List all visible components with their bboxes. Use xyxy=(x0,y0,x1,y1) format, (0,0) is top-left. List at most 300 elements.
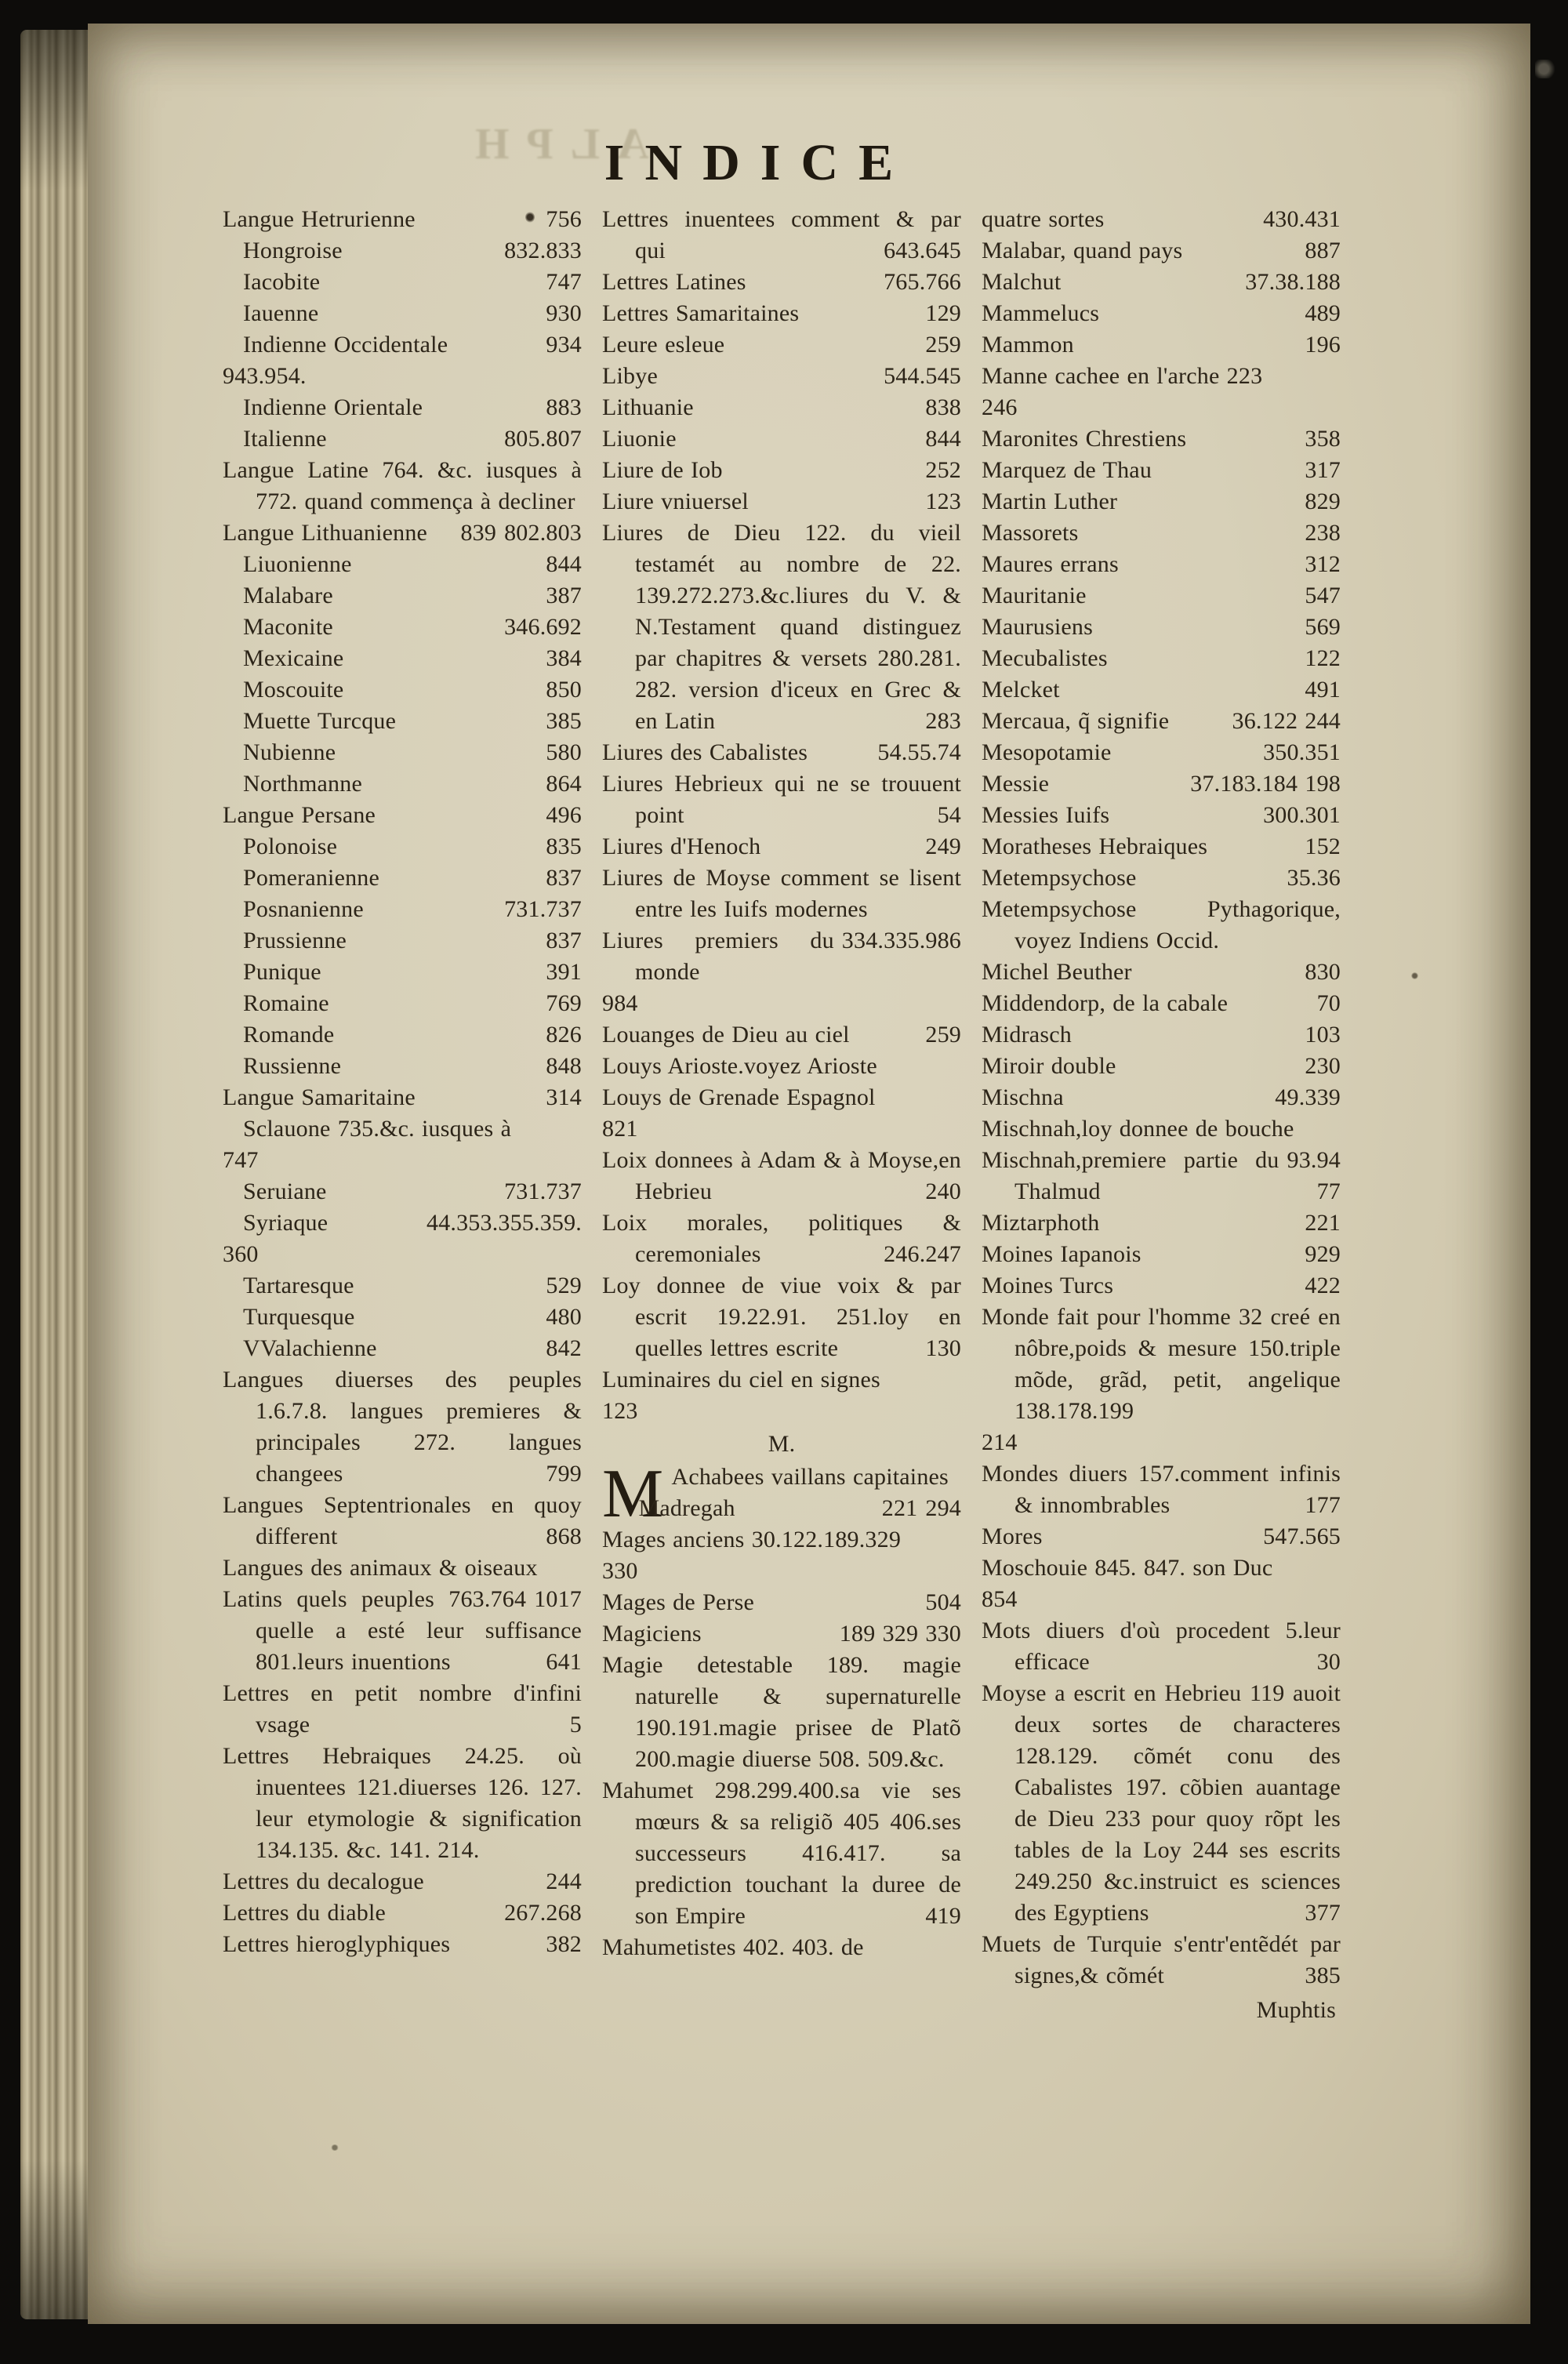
index-entry xyxy=(982,549,1341,580)
index-entry xyxy=(602,988,961,1019)
index-entry xyxy=(243,1113,582,1145)
entry-text: 246 xyxy=(982,394,1018,420)
ink-speck xyxy=(1411,972,1418,979)
page-number: 77 xyxy=(1316,1178,1341,1204)
entry-text: Metempsychose Pythagorique, voyez Indiens Occid. xyxy=(982,896,1341,953)
page-number: 496 xyxy=(546,802,582,828)
index-entry xyxy=(602,1556,961,1587)
index-entry xyxy=(982,674,1341,706)
entry-text: Mecubalistes xyxy=(982,645,1108,671)
page-number: 35.36 xyxy=(1287,865,1341,891)
entry-text: Punique xyxy=(243,959,321,985)
index-entry xyxy=(982,517,1341,549)
page-number: 221 xyxy=(881,1495,918,1521)
index-entry xyxy=(982,1082,1341,1113)
index-entry xyxy=(982,235,1341,267)
entry-text: Monde fait pour l'homme 32 creé en nôbre,poids & mesure 150.triple mõde, grãd, petit, angelique 138.178.199 xyxy=(982,1304,1341,1424)
entry-text: Magiciens xyxy=(602,1621,702,1647)
entry-text: 943.954. xyxy=(223,363,307,389)
index-entry xyxy=(982,768,1341,800)
entry-text: Langue Lithuanienne xyxy=(223,520,428,546)
entry-text: Magie detestable 189. magie naturelle & supernaturelle 190.191.magie prisee de Platõ 200.magie diuerse 508. 509.&c. xyxy=(602,1652,961,1772)
index-text-block xyxy=(223,111,1342,2026)
entry-text: Maurusiens xyxy=(982,614,1093,640)
index-entry xyxy=(223,1866,582,1897)
entry-text: Mischnah,loy donnee de bouche xyxy=(982,1116,1294,1142)
page-number: 283 xyxy=(925,708,961,734)
index-entry xyxy=(982,706,1341,737)
page-number: 731.737 xyxy=(504,1178,582,1204)
entry-text: Moscouite xyxy=(243,677,344,703)
index-entry xyxy=(223,361,582,392)
page-number: 196 xyxy=(1305,332,1341,358)
index-entry xyxy=(982,737,1341,768)
entry-text: Liures de Moyse comment se lisent entre les Iuifs modernes xyxy=(602,865,961,922)
index-entry xyxy=(982,204,1341,235)
index-column-3 xyxy=(982,204,1341,2026)
entry-text: Moyse a escrit en Hebrieu 119 auoit deux sortes de characteres 128.129. cõmét conu des Cabalistes 197. cõbien auantage de Dieu 233 pour quoy rõpt les tables de la Loy 244 ses escrits 249.250 &c.instruict es sciences des Egyptiens xyxy=(982,1680,1341,1926)
entry-text: VValachienne xyxy=(243,1335,377,1361)
title-row xyxy=(223,111,1342,193)
index-entry xyxy=(602,768,961,831)
index-entry xyxy=(982,329,1341,361)
index-entry xyxy=(982,957,1341,988)
page-number: 37.183.184 198 xyxy=(1190,771,1341,797)
page-number: 294 xyxy=(925,1495,961,1521)
entry-text: Malabar, quand pays xyxy=(982,238,1183,263)
page-number: 130 xyxy=(925,1335,961,1361)
entry-text: Libye xyxy=(602,363,658,389)
entry-text: Italienne xyxy=(243,426,327,452)
index-entry xyxy=(982,455,1341,486)
page-number: 832.833 xyxy=(504,238,582,263)
entry-text: Lettres du diable xyxy=(223,1900,386,1926)
entry-text: Mauritanie xyxy=(982,583,1087,608)
index-entry xyxy=(982,862,1341,894)
page-number: 246.247 xyxy=(884,1241,961,1267)
index-entry xyxy=(982,1929,1341,1992)
entry-text: Seruiane xyxy=(243,1178,327,1204)
index-entry xyxy=(602,329,961,361)
page-number: 230 xyxy=(1305,1053,1341,1079)
page-number: 830 xyxy=(1305,959,1341,985)
page-number: 829 xyxy=(1305,488,1341,514)
index-entry xyxy=(982,392,1341,423)
page-number: 838 xyxy=(925,394,961,420)
entry-text: Lettres inuentees comment & par qui xyxy=(602,206,961,263)
page-number: 765.766 xyxy=(884,269,961,295)
page-number: 844 xyxy=(925,426,961,452)
page-number: 177 xyxy=(1305,1492,1341,1518)
entry-text: Romande xyxy=(243,1022,335,1048)
index-entry xyxy=(982,1302,1341,1427)
index-entry xyxy=(602,831,961,862)
page-number: 300.301 xyxy=(1263,802,1341,828)
entry-text: Liures des Cabalistes xyxy=(602,739,808,765)
index-entry xyxy=(982,612,1341,643)
page-number: 30 xyxy=(1316,1649,1341,1675)
index-entry xyxy=(602,267,961,298)
entry-text: Maconite xyxy=(243,614,333,640)
page-number: 240 xyxy=(925,1178,961,1204)
page-number: 835 xyxy=(546,833,582,859)
page-number: 5 xyxy=(569,1712,582,1738)
page-number: 547.565 xyxy=(1263,1523,1341,1549)
page-number: 36.122 244 xyxy=(1232,708,1341,734)
entry-text: Moines Iapanois xyxy=(982,1241,1142,1267)
index-entry xyxy=(982,1584,1341,1615)
index-entry xyxy=(602,455,961,486)
index-entry xyxy=(223,1897,582,1929)
entry-text: Madregah xyxy=(638,1495,735,1521)
index-column-2 xyxy=(602,204,961,2026)
entry-text: Lettres hieroglyphiques xyxy=(223,1931,451,1957)
entry-text: Miztarphoth xyxy=(982,1210,1100,1236)
index-entry xyxy=(602,737,961,768)
index-entry xyxy=(982,267,1341,298)
index-entry xyxy=(982,1521,1341,1552)
index-entry xyxy=(223,1364,582,1490)
page-number: 842 xyxy=(546,1335,582,1361)
entry-text: Loix morales, politiques & ceremoniales xyxy=(602,1210,961,1267)
page-number: 580 xyxy=(546,739,582,765)
entry-text: Liures premiers du monde xyxy=(602,928,834,985)
entry-text: Nubienne xyxy=(243,739,336,765)
page-number: 805.807 xyxy=(504,426,582,452)
page-number: 883 xyxy=(546,394,582,420)
entry-text: Leure esleue xyxy=(602,332,725,358)
entry-text: Indienne Occidentale xyxy=(243,332,448,358)
page-number: 377 xyxy=(1305,1900,1341,1926)
page-number: 864 xyxy=(546,771,582,797)
index-entry xyxy=(602,423,961,455)
index-entry xyxy=(982,423,1341,455)
entry-text: Massorets xyxy=(982,520,1079,546)
index-entry xyxy=(982,361,1341,392)
index-entry xyxy=(602,298,961,329)
entry-text: quatre sortes xyxy=(982,206,1105,232)
index-entry xyxy=(243,862,582,894)
index-entry xyxy=(982,800,1341,831)
entry-text: Lithuanie xyxy=(602,394,694,420)
entry-text: M. xyxy=(768,1431,796,1457)
entry-text: Lettres Latines xyxy=(602,269,746,295)
entry-text: Marquez de Thau xyxy=(982,457,1152,483)
entry-text: Achabees vaillans capitaines xyxy=(671,1464,949,1490)
entry-text: Romaine xyxy=(243,990,329,1016)
entry-text: Prussienne xyxy=(243,928,347,953)
page-number: 826 xyxy=(546,1022,582,1048)
page-number: 382 xyxy=(546,1931,582,1957)
index-entry xyxy=(243,267,582,298)
page-number: 934 xyxy=(546,332,582,358)
entry-text: Muphtis xyxy=(1256,1997,1336,2023)
index-entry xyxy=(602,486,961,517)
entry-text: Liure de Iob xyxy=(602,457,723,483)
entry-text: 854 xyxy=(982,1586,1018,1612)
entry-text: Mahumet 298.299.400.sa vie ses mœurs & sa religiõ 405 406.ses successeurs 416.417. sa prediction touchant la duree de son Empire xyxy=(602,1778,961,1929)
index-entry xyxy=(223,1741,582,1866)
page-number: 643.645 xyxy=(884,238,961,263)
index-entry xyxy=(982,1615,1341,1678)
entry-text: Posnanienne xyxy=(243,896,364,922)
index-entry xyxy=(223,1239,582,1270)
index-entry xyxy=(223,1552,582,1612)
entry-text: Miroir double xyxy=(982,1053,1116,1079)
index-entry xyxy=(602,1113,961,1145)
page-number: 259 xyxy=(925,332,961,358)
index-entry xyxy=(602,1587,961,1618)
page-number: 385 xyxy=(546,708,582,734)
page-number: 839 xyxy=(460,520,497,546)
entry-text: Maronites Chrestiens xyxy=(982,426,1187,452)
index-entry xyxy=(602,1270,961,1364)
page-number: 129 xyxy=(925,300,961,326)
entry-text: Sclauone 735.&c. iusques à xyxy=(243,1116,512,1142)
index-entry xyxy=(243,768,582,800)
page-number: 929 xyxy=(1305,1241,1341,1267)
entry-text: Lettres Samaritaines xyxy=(602,300,800,326)
index-entry xyxy=(602,1364,961,1396)
entry-text: Russienne xyxy=(243,1053,342,1079)
page-number: 489 xyxy=(1305,300,1341,326)
index-entry xyxy=(982,1678,1341,1929)
entry-text: Mages de Perse xyxy=(602,1589,755,1615)
index-entry xyxy=(223,1082,582,1113)
page-number: 391 xyxy=(546,959,582,985)
entry-text: Maures errans xyxy=(982,551,1119,577)
page-number: 152 xyxy=(1305,833,1341,859)
page-number: 37.38.188 xyxy=(1245,269,1341,295)
entry-text: Middendorp, de la cabale xyxy=(982,990,1229,1016)
page-number: 123 xyxy=(925,488,961,514)
entry-text: Loy donnee de viue voix & par escrit 19.22.91. 251.loy en quelles lettres escrite xyxy=(602,1273,961,1361)
entry-text: Pomeranienne xyxy=(243,865,380,891)
index-entry xyxy=(982,1113,1341,1173)
entry-text: Mahumetistes 402. 403. de xyxy=(602,1934,864,1960)
entry-text: Tartaresque xyxy=(243,1273,354,1298)
page-number: 221 xyxy=(1305,1210,1341,1236)
index-entry xyxy=(243,1333,582,1364)
page-number: 837 xyxy=(546,865,582,891)
entry-text: 214 xyxy=(982,1429,1018,1455)
entry-text: Mots diuers d'où procedent 5.leur efficace xyxy=(982,1618,1341,1675)
entry-text: Mores xyxy=(982,1523,1043,1549)
entry-text: Langue Latine 764. &c. iusques à 772. quand commença à decliner xyxy=(223,457,582,514)
page-number: 422 xyxy=(1305,1273,1341,1298)
entry-text: Turquesque xyxy=(243,1304,355,1330)
index-entry xyxy=(243,392,582,423)
page-number: 837 xyxy=(546,928,582,953)
page-number: 44.353.355.359. xyxy=(426,1210,582,1236)
index-entry xyxy=(982,1270,1341,1302)
entry-text: Hongroise xyxy=(243,238,343,263)
entry-text: Messies Iuifs xyxy=(982,802,1110,828)
page-number: 844 xyxy=(546,551,582,577)
entry-text: Malchut xyxy=(982,269,1062,295)
index-entry xyxy=(243,706,582,737)
entry-text: Langues diuerses des peuples 1.6.7.8. langues premieres & principales 272. langues changees xyxy=(223,1367,582,1487)
entry-text: Liuonienne xyxy=(243,551,352,577)
page-number: 334.335.986 xyxy=(841,928,961,953)
index-entry xyxy=(243,957,582,988)
entry-text: Melcket xyxy=(982,677,1060,703)
index-entry xyxy=(602,392,961,423)
drop-cap: M xyxy=(602,1456,664,1532)
page-number: 544.545 xyxy=(884,363,961,389)
index-entry xyxy=(982,1552,1341,1584)
entry-text: Liures Hebrieux qui ne se trouuent point xyxy=(602,771,961,828)
page-number: 848 xyxy=(546,1053,582,1079)
page-number: 259 xyxy=(925,1022,961,1048)
entry-text: Lettres en petit nombre d'infini vsage xyxy=(223,1680,582,1738)
entry-text: Muette Turcque xyxy=(243,708,397,734)
entry-text: Moines Turcs xyxy=(982,1273,1114,1298)
page-number: 491 xyxy=(1305,677,1341,703)
page-number: 350.351 xyxy=(1263,739,1341,765)
index-entry xyxy=(602,1051,961,1082)
entry-text: Polonoise xyxy=(243,833,338,859)
page-number: 547 xyxy=(1305,583,1341,608)
entry-text: Langue Samaritaine xyxy=(223,1084,416,1110)
entry-text: Lettres du decalogue xyxy=(223,1868,424,1894)
index-entry xyxy=(982,298,1341,329)
index-entry xyxy=(982,894,1341,957)
entry-text: Langues Septentrionales en quoy different xyxy=(223,1492,582,1549)
index-entry xyxy=(982,1051,1341,1082)
page-number: 930 xyxy=(546,300,582,326)
showthrough-text: ALPH xyxy=(458,120,649,169)
page-number: 769 xyxy=(546,990,582,1016)
index-entry xyxy=(243,1302,582,1333)
index-entry xyxy=(223,1929,582,1960)
index-entry xyxy=(243,1176,582,1207)
page-number: 868 xyxy=(546,1523,582,1549)
index-entry xyxy=(243,894,582,925)
page-number: 312 xyxy=(1305,551,1341,577)
page-number: 529 xyxy=(546,1273,582,1298)
entry-text: Muets de Turquie s'entr'entẽdét par signes,& cõmét xyxy=(982,1931,1341,1988)
page-number: 267.268 xyxy=(504,1900,582,1926)
index-entry xyxy=(243,549,582,580)
entry-text: Messie xyxy=(982,771,1050,797)
entry-text: Louys Arioste.voyez Arioste xyxy=(602,1053,877,1079)
entry-text: Michel Beuther xyxy=(982,959,1132,985)
index-entry xyxy=(602,1396,961,1427)
ink-speck xyxy=(525,212,535,223)
page-number: 430.431 xyxy=(1263,206,1341,232)
page-number: 244 xyxy=(546,1868,582,1894)
index-entry xyxy=(243,580,582,612)
index-entry xyxy=(243,643,582,674)
page-number: 1017 xyxy=(534,1586,582,1612)
page-number: 238 xyxy=(1305,520,1341,546)
index-entry xyxy=(602,361,961,392)
entry-text: Mischna xyxy=(982,1084,1064,1110)
page-number: 756 xyxy=(546,206,582,232)
entry-text: Liure vniuersel xyxy=(602,488,749,514)
entry-text: Langues des animaux & oiseaux xyxy=(223,1555,538,1581)
index-entry xyxy=(243,298,582,329)
page-number: 887 xyxy=(1305,238,1341,263)
index-entry xyxy=(243,737,582,768)
entry-text: Mexicaine xyxy=(243,645,344,671)
entry-text: Iacobite xyxy=(243,269,321,295)
page-number: 504 xyxy=(925,1589,961,1615)
index-entry xyxy=(602,1207,961,1270)
entry-text: 360 xyxy=(223,1241,259,1267)
entry-text: Midrasch xyxy=(982,1022,1072,1048)
index-entry xyxy=(243,423,582,455)
entry-text: Syriaque xyxy=(243,1210,328,1236)
index-entry xyxy=(243,1270,582,1302)
entry-text: 747 xyxy=(223,1147,259,1173)
entry-text: Louys de Grenade Espagnol xyxy=(602,1084,876,1110)
entry-text: Moratheses Hebraiques xyxy=(982,833,1208,859)
index-entry xyxy=(982,988,1341,1019)
entry-text: Lettres Hebraiques 24.25. où inuentees 121.diuerses 126. 127. leur etymologie & signification 134.135. &c. 141. 214. xyxy=(223,1743,582,1863)
index-entry xyxy=(982,1427,1341,1458)
entry-text: Mercaua, q̃ signifie xyxy=(982,708,1170,734)
page-number: 802.803 xyxy=(504,520,582,546)
page-number: 70 xyxy=(1316,990,1341,1016)
entry-text: Mammon xyxy=(982,332,1074,358)
entry-text: Metempsychose xyxy=(982,865,1137,891)
margin-mark xyxy=(1535,60,1557,78)
entry-text: Louanges de Dieu au ciel xyxy=(602,1022,850,1048)
entry-text: Liures de Dieu 122. du vieil testamét au nombre de 22. 139.272.273.&c.liures du V. & N.Testament quand distinguez par chapitres & versets 280.281. 282. version d'iceux en Grec & en Latin xyxy=(602,520,961,734)
entry-text: Liures d'Henoch xyxy=(602,833,761,859)
page-number: 49.339 xyxy=(1275,1084,1341,1110)
page-number: 385 xyxy=(1305,1963,1341,1988)
page-number: 799 xyxy=(546,1461,582,1487)
index-entry xyxy=(602,204,961,267)
page-number: 93.94 xyxy=(1287,1147,1341,1173)
index-entry xyxy=(982,643,1341,674)
catchword xyxy=(982,1995,1341,2026)
index-entry xyxy=(602,1145,961,1207)
page-title: INDICE xyxy=(604,134,914,191)
page-number: 54.55.74 xyxy=(877,739,961,765)
page-number: 189 329 330 xyxy=(839,1621,961,1647)
entry-text: Northmanne xyxy=(243,771,362,797)
page-number: 641 xyxy=(546,1649,582,1675)
page-number: 103 xyxy=(1305,1022,1341,1048)
page-number: 358 xyxy=(1305,426,1341,452)
entry-text: Malabare xyxy=(243,583,333,608)
book-page xyxy=(88,24,1530,2324)
index-entry xyxy=(602,1524,961,1556)
page-number: 747 xyxy=(546,269,582,295)
index-entry xyxy=(602,1775,961,1932)
index-entry xyxy=(602,1618,961,1650)
index-entry xyxy=(602,1082,961,1113)
entry-text: Luminaires du ciel en signes xyxy=(602,1367,880,1393)
index-entry xyxy=(982,1019,1341,1051)
page-number: 850 xyxy=(546,677,582,703)
index-columns xyxy=(223,204,1342,2026)
index-entry xyxy=(243,612,582,643)
index-entry xyxy=(602,1650,961,1775)
index-entry xyxy=(243,831,582,862)
page-number: 249 xyxy=(925,833,961,859)
page-number: 317 xyxy=(1305,457,1341,483)
index-entry xyxy=(243,674,582,706)
index-entry xyxy=(223,1678,582,1741)
entry-text: Loix donnees à Adam & à Moyse,en Hebrieu xyxy=(602,1147,961,1204)
page-number: 569 xyxy=(1305,614,1341,640)
entry-text: 984 xyxy=(602,990,638,1016)
